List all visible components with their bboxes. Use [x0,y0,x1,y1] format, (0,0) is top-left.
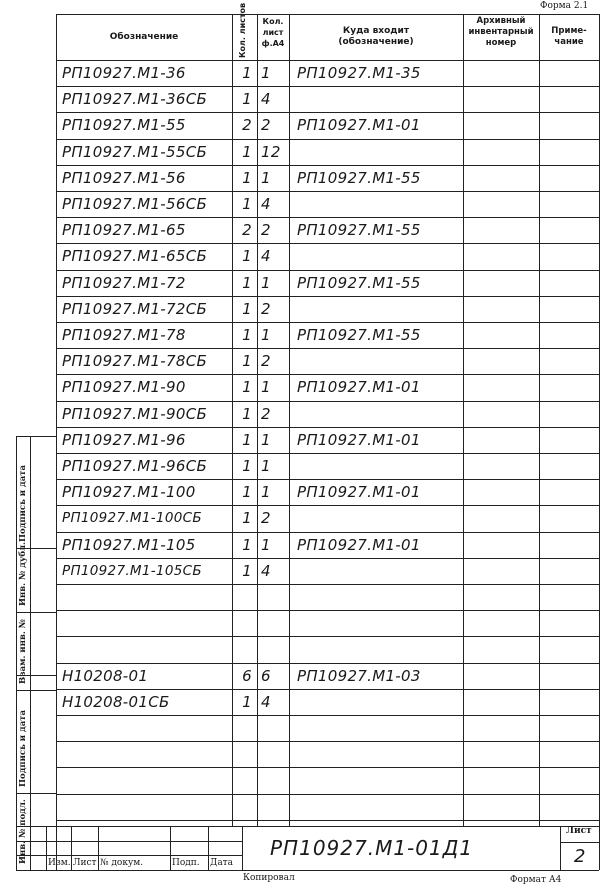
header-sheets-a4 [257,16,289,49]
cell-sheets_a4: 2 [261,221,271,240]
cell-designation: Н10208-01СБ [62,692,170,711]
cell-sheets: 1 [242,561,252,580]
grid-line-v [98,826,99,870]
grid-line-v [30,436,31,870]
grid-line-h [16,690,56,691]
header-used-in [289,26,463,48]
cell-sheets_a4: 4 [261,561,271,580]
grid-line-h [56,374,599,375]
grid-line-v [232,14,233,826]
cell-used_in: РП10927.М1-03 [297,666,421,685]
cell-sheets: 6 [242,666,252,685]
cell-designation: РП10927.М1-55 [62,116,186,135]
cell-designation: РП10927.М1-90СБ [62,404,208,423]
grid-line-h [16,870,599,871]
grid-line-h [56,505,599,506]
grid-line-v [208,826,209,870]
cell-sheets_a4: 2 [261,299,271,318]
cell-sheets: 1 [242,378,252,397]
header-archive-line3: номер [485,38,517,48]
cell-sheets: 1 [242,457,252,475]
grid-line-h [56,112,599,113]
grid-line-h [56,139,599,140]
cell-designation: РП10927.М1-65 [62,221,186,240]
header-used-in-line1: Куда входит [342,26,410,36]
header-archive-line2: инвентарный [468,27,534,37]
cell-designation: РП10927.М1-96 [62,430,186,449]
cell-used_in: РП10927.М1-55 [297,326,421,344]
cell-designation: РП10927.М1-78 [62,326,186,344]
cell-sheets_a4: 1 [261,457,271,475]
cell-sheets_a4: 2 [261,509,271,528]
grid-line-v [71,826,72,870]
header-sheets-count-text: Кол. листов [238,2,247,58]
grid-line-v [463,14,464,826]
cell-used_in: РП10927.М1-01 [297,430,421,449]
cell-used_in: РП10927.М1-01 [297,378,421,397]
grid-line-h [56,741,599,742]
grid-line-h [56,86,599,87]
footer-copied: Копировал [243,873,295,883]
title-block-designation: РП10927.М1-01Д1 [270,836,474,860]
grid-line-h [16,436,56,437]
title-block-col-label: Подп. [172,858,200,868]
cell-designation: РП10927.М1-100СБ [62,510,202,527]
cell-sheets: 1 [242,90,252,109]
cell-sheets_a4: 1 [261,326,271,344]
side-label: Инв. № подл. [18,799,28,864]
cell-used_in: РП10927.М1-35 [297,64,421,82]
grid-line-h [56,610,599,611]
grid-line-v [257,14,258,826]
form-label: Форма 2.1 [540,1,589,11]
header-sheets-a4-line1: Кол. [262,17,284,26]
cell-sheets: 1 [242,142,252,161]
grid-line-h [56,715,599,716]
title-block-col-label: № докум. [100,858,144,868]
cell-designation: РП10927.М1-78СБ [62,352,208,371]
side-label: Подпись и дата [18,709,28,787]
cell-sheets: 1 [242,404,252,423]
cell-sheets: 1 [242,299,252,318]
grid-line-h [56,243,599,244]
header-sheets-a4-line3: ф.А4 [261,39,285,48]
grid-line-v [242,826,243,870]
cell-sheets_a4: 1 [261,483,271,502]
cell-designation: РП10927.М1-72 [62,273,186,292]
cell-used_in: РП10927.М1-55 [297,168,421,187]
grid-line-h [56,270,599,271]
cell-used_in: РП10927.М1-01 [297,116,421,135]
cell-sheets_a4: 1 [261,430,271,449]
cell-designation: РП10927.М1-56СБ [62,195,208,213]
cell-sheets: 1 [242,247,252,266]
grid-line-h [56,348,599,349]
grid-line-h [16,826,599,827]
title-block-col-label: Лист [73,858,97,868]
cell-designation: РП10927.М1-105СБ [62,562,202,579]
grid-line-v [170,826,171,870]
grid-line-h [56,217,599,218]
grid-line-h [56,767,599,768]
grid-line-h [56,636,599,637]
grid-line-h [16,870,56,871]
cell-sheets_a4: 1 [261,168,271,187]
grid-line-v [289,14,290,826]
cell-sheets_a4: 1 [261,64,271,82]
cell-sheets_a4: 4 [261,247,271,266]
header-sheets-a4-line2: лист [262,28,284,37]
grid-line-h [56,689,599,690]
grid-line-h [56,401,599,402]
grid-line-h [56,191,599,192]
grid-line-h [56,322,599,323]
cell-designation: РП10927.М1-96СБ [62,457,208,475]
grid-line-h [16,793,56,794]
cell-designation: РП10927.М1-65СБ [62,247,208,266]
title-block-sheet-no: 2 [574,846,586,867]
side-label: Взам. инв. № [18,618,28,684]
title-block-sheet-label: Лист [566,826,592,836]
grid-line-v [599,14,600,870]
grid-line-h [560,842,599,843]
grid-line-h [56,296,599,297]
cell-sheets: 1 [242,195,252,213]
footer-format: Формат А4 [510,875,562,885]
grid-line-h [56,663,599,664]
cell-sheets_a4: 2 [261,404,271,423]
cell-sheets_a4: 2 [261,116,271,135]
cell-sheets: 1 [242,535,252,554]
header-note [539,26,599,48]
cell-designation: РП10927.М1-100 [62,483,196,502]
cell-used_in: РП10927.М1-55 [297,273,421,292]
cell-sheets: 2 [242,116,252,135]
cell-sheets: 1 [242,483,252,502]
header-sheets-count [232,2,257,60]
cell-sheets: 1 [242,692,252,711]
grid-line-h [16,612,56,613]
cell-sheets: 1 [242,509,252,528]
cell-sheets_a4: 4 [261,195,271,213]
cell-used_in: РП10927.М1-01 [297,535,421,554]
grid-line-h [56,794,599,795]
title-block-col-label: Дата [210,858,234,868]
cell-designation: РП10927.М1-105 [62,535,196,554]
cell-sheets_a4: 2 [261,352,271,371]
side-label: Инв. № дубл. [18,541,28,606]
header-note-line2: чание [554,37,584,47]
header-designation: Обозначение [109,32,179,42]
grid-line-v [16,436,17,870]
title-block-col-label: Изм. [48,858,71,868]
grid-line-h [56,820,599,821]
cell-sheets_a4: 1 [261,273,271,292]
cell-sheets_a4: 12 [261,142,281,161]
cell-sheets: 1 [242,326,252,344]
cell-used_in: РП10927.М1-01 [297,483,421,502]
grid-line-v [46,826,47,870]
cell-sheets: 1 [242,64,252,82]
cell-designation: РП10927.М1-56 [62,168,186,187]
cell-sheets: 1 [242,168,252,187]
cell-designation: РП10927.М1-90 [62,378,186,397]
header-archive-line1: Архивный [476,16,526,26]
cell-sheets_a4: 1 [261,378,271,397]
grid-line-h [56,584,599,585]
cell-sheets_a4: 6 [261,666,271,685]
grid-line-h [56,479,599,480]
grid-line-v [560,826,561,870]
grid-line-h [56,60,599,61]
cell-designation: РП10927.М1-36СБ [62,90,208,109]
grid-line-h [56,453,599,454]
cell-sheets: 2 [242,221,252,240]
header-archive-no [463,16,539,49]
grid-line-h [56,427,599,428]
cell-sheets_a4: 1 [261,535,271,554]
cell-sheets: 1 [242,430,252,449]
cell-designation: РП10927.М1-55СБ [62,142,208,161]
grid-line-h [56,558,599,559]
cell-designation: РП10927.М1-36 [62,64,186,82]
grid-line-h [56,532,599,533]
grid-line-h [56,14,599,15]
side-label: Подпись и дата [18,464,28,542]
cell-sheets: 1 [242,352,252,371]
grid-line-v [539,14,540,826]
header-used-in-line2: (обозначение) [338,37,414,47]
cell-designation: РП10927.М1-72СБ [62,299,208,318]
cell-sheets_a4: 4 [261,692,271,711]
header-note-line1: Приме- [551,26,587,36]
cell-sheets_a4: 4 [261,90,271,109]
cell-used_in: РП10927.М1-55 [297,221,421,240]
grid-line-h [56,165,599,166]
cell-sheets: 1 [242,273,252,292]
cell-designation: Н10208-01 [62,666,149,685]
